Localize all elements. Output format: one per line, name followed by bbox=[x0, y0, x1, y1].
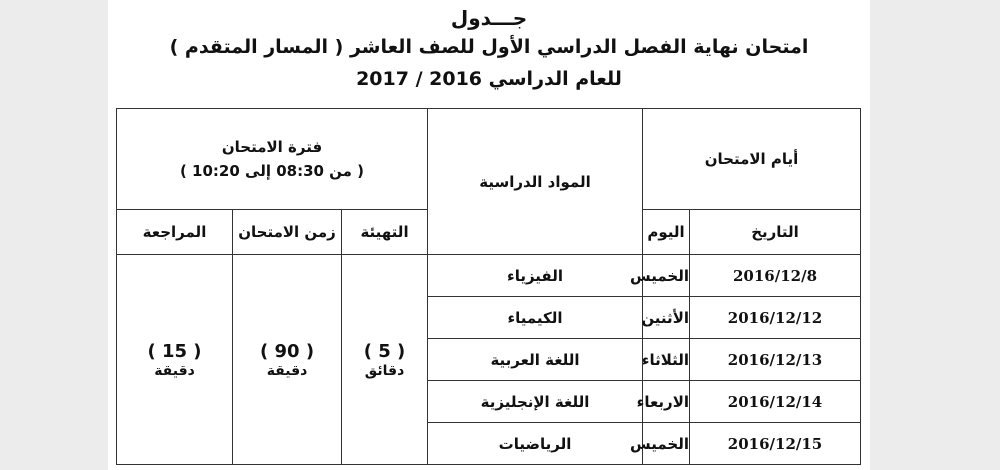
table-row bbox=[117, 255, 861, 297]
prep-unit: دقائق bbox=[364, 362, 405, 379]
exam-subject: اللغة العربية bbox=[428, 339, 643, 381]
exam-duration bbox=[233, 255, 342, 465]
left-margin bbox=[0, 0, 108, 470]
header-date: التاريخ bbox=[690, 210, 861, 255]
prep-duration bbox=[342, 255, 428, 465]
period-time: ( من 08:30 إلى 10:20 ) bbox=[179, 162, 365, 180]
right-margin bbox=[870, 0, 1000, 470]
review-duration bbox=[117, 255, 233, 465]
exam-day: الخميس bbox=[643, 255, 690, 297]
header-day: اليوم bbox=[643, 210, 690, 255]
exam-date: 2016/12/15 bbox=[690, 423, 861, 465]
exam-day: الاربعاء bbox=[643, 381, 690, 423]
doc-subtitle: امتحان نهاية الفصل الدراسي الأول للصف العاشر ( المسار المتقدم ) bbox=[169, 36, 809, 58]
header-subjects: المواد الدراسية bbox=[428, 109, 643, 255]
exam-unit: دقيقة bbox=[266, 362, 308, 379]
exam-day: الأثنين bbox=[643, 297, 690, 339]
header-exam-days: أيام الامتحان bbox=[643, 109, 861, 210]
academic-year: للعام الدراسي 2016 / 2017 bbox=[356, 68, 622, 90]
header-review: المراجعة bbox=[117, 210, 233, 255]
exam-date: 2016/12/8 bbox=[690, 255, 861, 297]
header-prep: التهيئة bbox=[342, 210, 428, 255]
exam-day: الخميس bbox=[643, 423, 690, 465]
exam-value: ( 90 ) bbox=[259, 340, 315, 362]
review-unit: دقيقة bbox=[154, 362, 195, 379]
exam-date: 2016/12/14 bbox=[690, 381, 861, 423]
exam-subject: الرياضيات bbox=[428, 423, 643, 465]
exam-subject: اللغة الإنجليزية bbox=[428, 381, 643, 423]
document-page bbox=[108, 0, 870, 470]
exam-day: الثلاثاء bbox=[643, 339, 690, 381]
period-title: فترة الامتحان bbox=[221, 138, 323, 156]
prep-value: ( 5 ) bbox=[363, 340, 406, 362]
exam-subject: الفيزياء bbox=[428, 255, 643, 297]
header-exam-period bbox=[117, 109, 428, 210]
doc-title: جـــدول bbox=[450, 6, 528, 30]
exam-subject: الكيمياء bbox=[428, 297, 643, 339]
review-value: ( 15 ) bbox=[147, 340, 202, 362]
exam-schedule-table bbox=[116, 108, 861, 465]
exam-date: 2016/12/12 bbox=[690, 297, 861, 339]
header-exam-time: زمن الامتحان bbox=[233, 210, 342, 255]
exam-date: 2016/12/13 bbox=[690, 339, 861, 381]
